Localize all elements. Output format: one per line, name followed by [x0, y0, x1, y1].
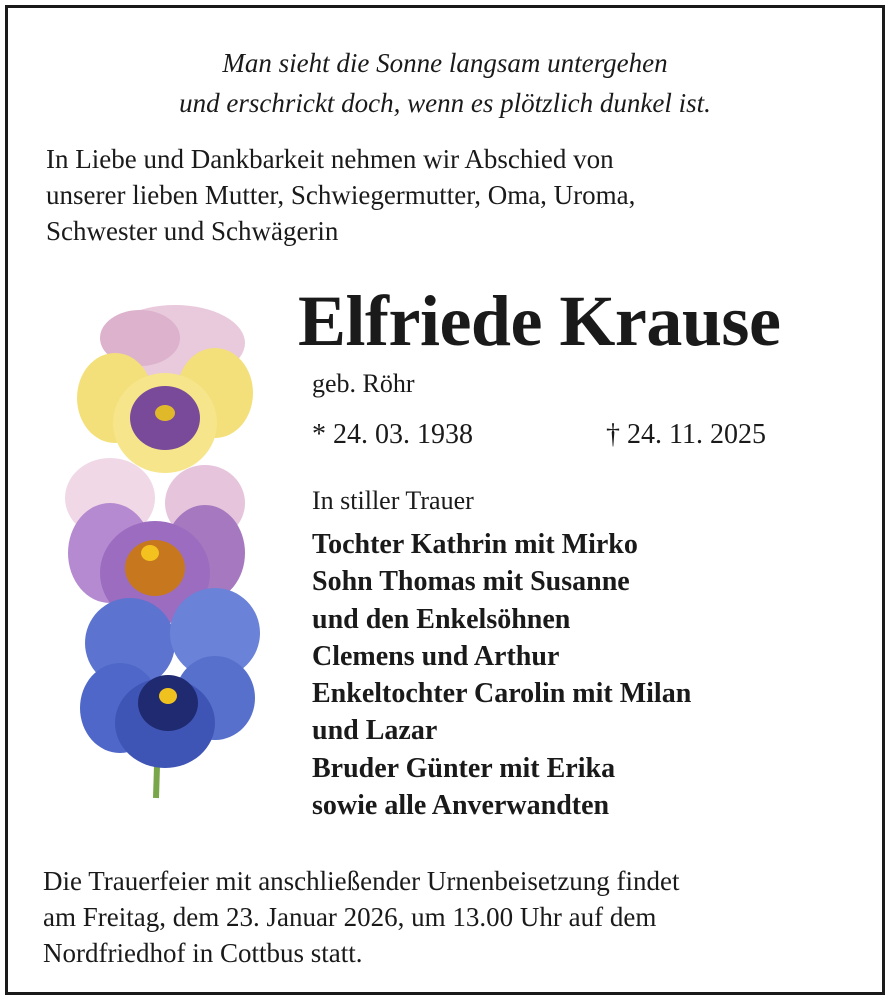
mourner-line: Enkeltochter Carolin mit Milan: [312, 678, 692, 710]
mourner-line: Sohn Thomas mit Susanne: [312, 566, 630, 598]
birth-date: * 24. 03. 1938: [312, 419, 473, 450]
pansy-yellow: [77, 305, 253, 473]
ceremony-line: Die Trauerfeier mit anschließender Urnenbeisetzung findet: [43, 866, 680, 896]
mourners-list: [312, 526, 872, 824]
death-date: † 24. 11. 2025: [606, 419, 766, 450]
mourner-line: und Lazar: [312, 715, 438, 747]
poem: [8, 43, 882, 123]
ceremony-line: am Freitag, dem 23. Januar 2026, um 13.00 Uhr auf dem: [43, 902, 657, 932]
pansy-flowers-illustration: [50, 303, 280, 803]
poem-line: und erschrickt doch, wenn es plötzlich dunkel ist.: [179, 88, 711, 118]
mourner-line: und den Enkelsöhnen: [312, 603, 571, 635]
poem-line: Man sieht die Sonne langsam untergehen: [222, 48, 668, 78]
deceased-name: Elfriede Krause: [298, 281, 781, 361]
ceremony-notice: [43, 863, 863, 971]
intro-line: In Liebe und Dankbarkeit nehmen wir Abschied von: [46, 144, 614, 174]
intro-line: unserer lieben Mutter, Schwiegermutter, Oma, Uroma,: [46, 180, 636, 210]
mourner-line: Tochter Kathrin mit Mirko: [312, 529, 638, 560]
obituary-frame: [5, 5, 885, 995]
intro-line: Schwester und Schwägerin: [46, 216, 339, 246]
mourner-line: sowie alle Anverwandten: [312, 790, 610, 822]
mourning-label: In stiller Trauer: [312, 486, 474, 515]
mourner-line: Bruder Günter mit Erika: [312, 752, 616, 784]
maiden-name: geb. Röhr: [312, 369, 415, 398]
ceremony-line: Nordfriedhof in Cottbus statt.: [43, 938, 363, 968]
mourner-line: Clemens und Arthur: [312, 640, 560, 672]
intro-text: [46, 141, 856, 249]
